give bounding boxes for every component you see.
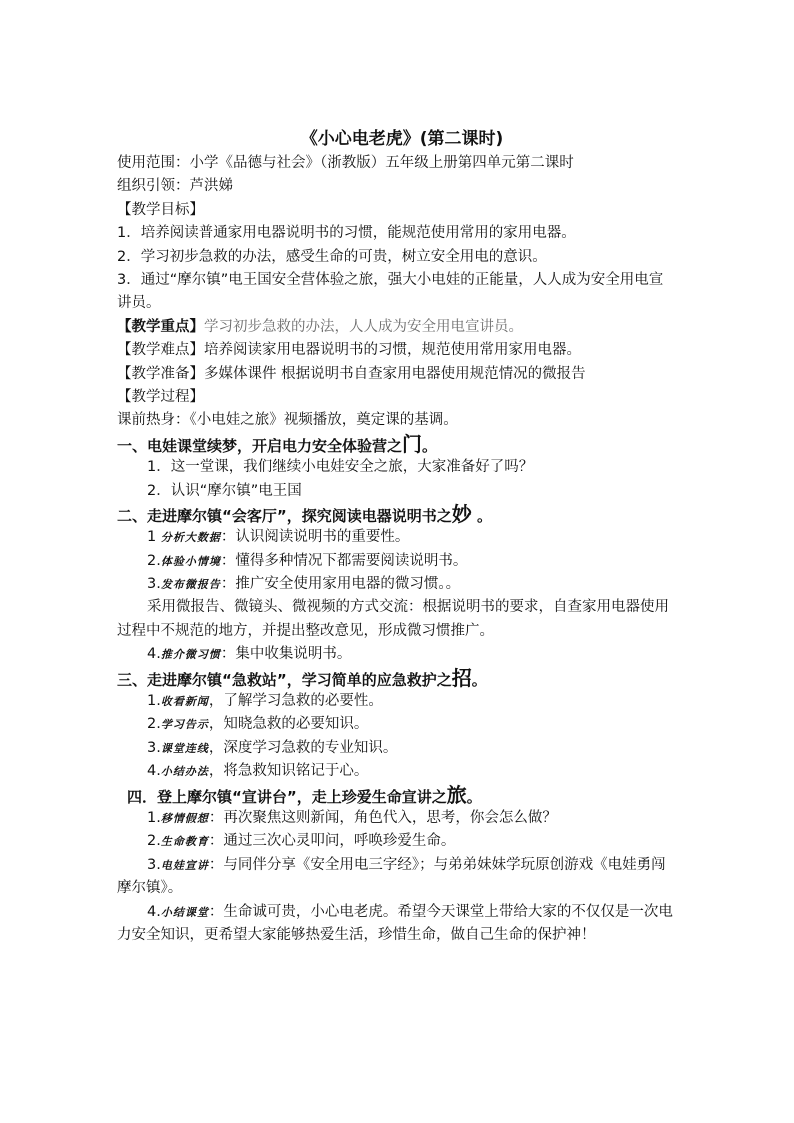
objective-item: 2．学习初步急救的办法，感受生命的可贵，树立安全用电的意识。 (117, 248, 547, 265)
section-item (117, 526, 677, 549)
scope-line: 使用范围：小学《品德与社会》（浙教版）五年级上册第四单元第二课时 (117, 155, 574, 171)
section-item (117, 550, 677, 573)
item-text: ：通过三次心灵叩问，呼唤珍爱生命。 (208, 833, 456, 850)
warmup-line: 课前热身：《小电娃之旅》视频播放，奠定课的基调。 (117, 412, 458, 429)
item-text: ，知晓急救的必要知识。 (208, 716, 369, 733)
item-label: 生命教育 (160, 835, 209, 849)
item-label: 小结课堂 (160, 905, 209, 919)
item-number: 3. (147, 739, 161, 756)
section-paragraph: 采用微报告、微镜头、微视频的方式交流：根据说明书的要求，自查家用电器使用过程中不规范的地方，并提出整改意见，形成微习惯推广。 (117, 599, 669, 639)
section-heading-end: 。 (471, 506, 492, 525)
difficulties-line (117, 339, 677, 362)
process-heading: 【教学过程】 (117, 388, 204, 405)
item-text: ：懂得多种情况下都需要阅读说明书。 (220, 552, 468, 569)
item-number: 1. (147, 810, 161, 826)
leader-line: 组织引领：芦洪娣 (117, 178, 233, 195)
section-heading-emphasis: 门 (402, 431, 423, 456)
section-item: 2．认识“摩尔镇”电王国 (147, 482, 302, 499)
section-heading-text: 四．登上摩尔镇“宣讲台”，走上珍爱生命宣讲之 (127, 787, 447, 806)
item-label: 学习告示 (160, 718, 209, 732)
item-number: 2. (147, 552, 161, 569)
item-number: 4. (147, 646, 161, 663)
objectives-heading: 【教学目标】 (117, 201, 204, 218)
item-text: ：推广安全使用家用电器的微习惯。。 (220, 576, 461, 593)
item-number: 1 (147, 529, 161, 546)
section-heading-end: 。 (466, 787, 482, 806)
section-item (117, 901, 677, 948)
section-heading-text: 三、走进摩尔镇“急救站”，学习简单的应急救护之 (117, 670, 452, 689)
section-heading (117, 784, 677, 807)
item-label: 分析大数据 (160, 531, 221, 545)
difficulties-text: 培养阅读家用电器说明书的习惯，规范使用常用家用电器。 (204, 342, 581, 359)
item-text: ：认识阅读说明书的重要性。 (220, 529, 410, 546)
section-heading-text: 二、走进摩尔镇“会客厅”，探究阅读电器说明书之 (117, 506, 452, 525)
section-heading-emphasis: 招 (451, 665, 472, 690)
difficulties-label: 【教学难点】 (117, 342, 204, 359)
item-number: 2. (147, 716, 161, 733)
section-item (117, 854, 677, 901)
item-text: ，了解学习急救的必要性。 (208, 693, 383, 710)
item-text: ：生命诚可贵，小心电老虎。希望今天课堂上带给大家的不仅仅是一次电力安全知识，更希望大家能够热爱生活，珍惜生命，做自己生命的保护神！ (117, 903, 673, 943)
item-text: ，深度学习急救的专业知识。 (208, 739, 398, 756)
section-item (117, 760, 677, 783)
item-text: ，将急救知识铭记于心。 (208, 763, 369, 780)
section-heading-emphasis: 旅 (446, 782, 467, 807)
item-label: 体验小情境 (160, 554, 221, 568)
item-number: 3. (147, 856, 161, 873)
item-text: ：集中收集说明书。 (220, 646, 352, 663)
section-item: 1．这一堂课，我们继续小电娃安全之旅，大家准备好了吗？ (147, 459, 534, 476)
section-heading-emphasis: 妙 (451, 501, 472, 526)
item-label: 小结办法 (160, 765, 209, 779)
section-heading (117, 433, 677, 456)
section-heading (117, 503, 677, 526)
section-heading-end: 。 (471, 670, 487, 689)
objective-item: 3．通过“摩尔镇”电王国安全营体验之旅，强大小电娃的正能量，人人成为安全用电宣讲员。 (117, 271, 664, 312)
key-points-line (117, 316, 677, 339)
item-number: 1. (147, 693, 161, 710)
section-heading-text: 一、电娃课堂续梦，开启电力安全体验营之 (117, 436, 403, 455)
objective-item: 1．培养阅读普通家用电器说明书的习惯，能规范使用常用的家用电器。 (117, 225, 576, 242)
item-label: 电娃宣讲 (160, 858, 209, 872)
lesson-plan-page (117, 126, 677, 947)
item-label: 推介微习惯 (160, 648, 221, 662)
item-number: 2. (147, 833, 161, 850)
section-heading (117, 667, 677, 690)
item-number: 3. (147, 576, 161, 593)
section-heading-end: 。 (422, 436, 438, 455)
section-item (117, 643, 677, 666)
preparation-text: 多媒体课件 根据说明书自查家用电器使用规范情况的微报告 (204, 365, 586, 382)
key-points-text: 学习初步急救的办法，人人成为安全用电宣讲员。 (204, 318, 523, 335)
section-item (117, 573, 677, 596)
item-number: 4. (147, 763, 161, 780)
section-item (117, 713, 677, 736)
section-item (117, 737, 677, 760)
item-label: 课堂连线 (160, 741, 209, 755)
item-text: ：与同伴分享《安全用电三字经》；与弟弟妹妹学玩原创游戏《电娃勇闯摩尔镇》。 (117, 856, 666, 897)
item-label: 移情假想 (160, 812, 209, 825)
item-number: 4. (147, 903, 161, 920)
item-text: ：再次聚焦这则新闻，角色代入，思考，你会怎么做？ (208, 810, 557, 826)
item-label: 发布微报告 (160, 578, 221, 592)
preparation-line (117, 363, 677, 386)
document-title: 《小心电老虎》(第二课时) (300, 129, 504, 149)
section-item (117, 807, 677, 830)
item-label: 收看新闻 (160, 695, 209, 709)
section-item (117, 830, 677, 853)
key-points-label: 【教学重点】 (117, 318, 204, 335)
preparation-label: 【教学准备】 (117, 365, 204, 382)
section-item (117, 690, 677, 713)
